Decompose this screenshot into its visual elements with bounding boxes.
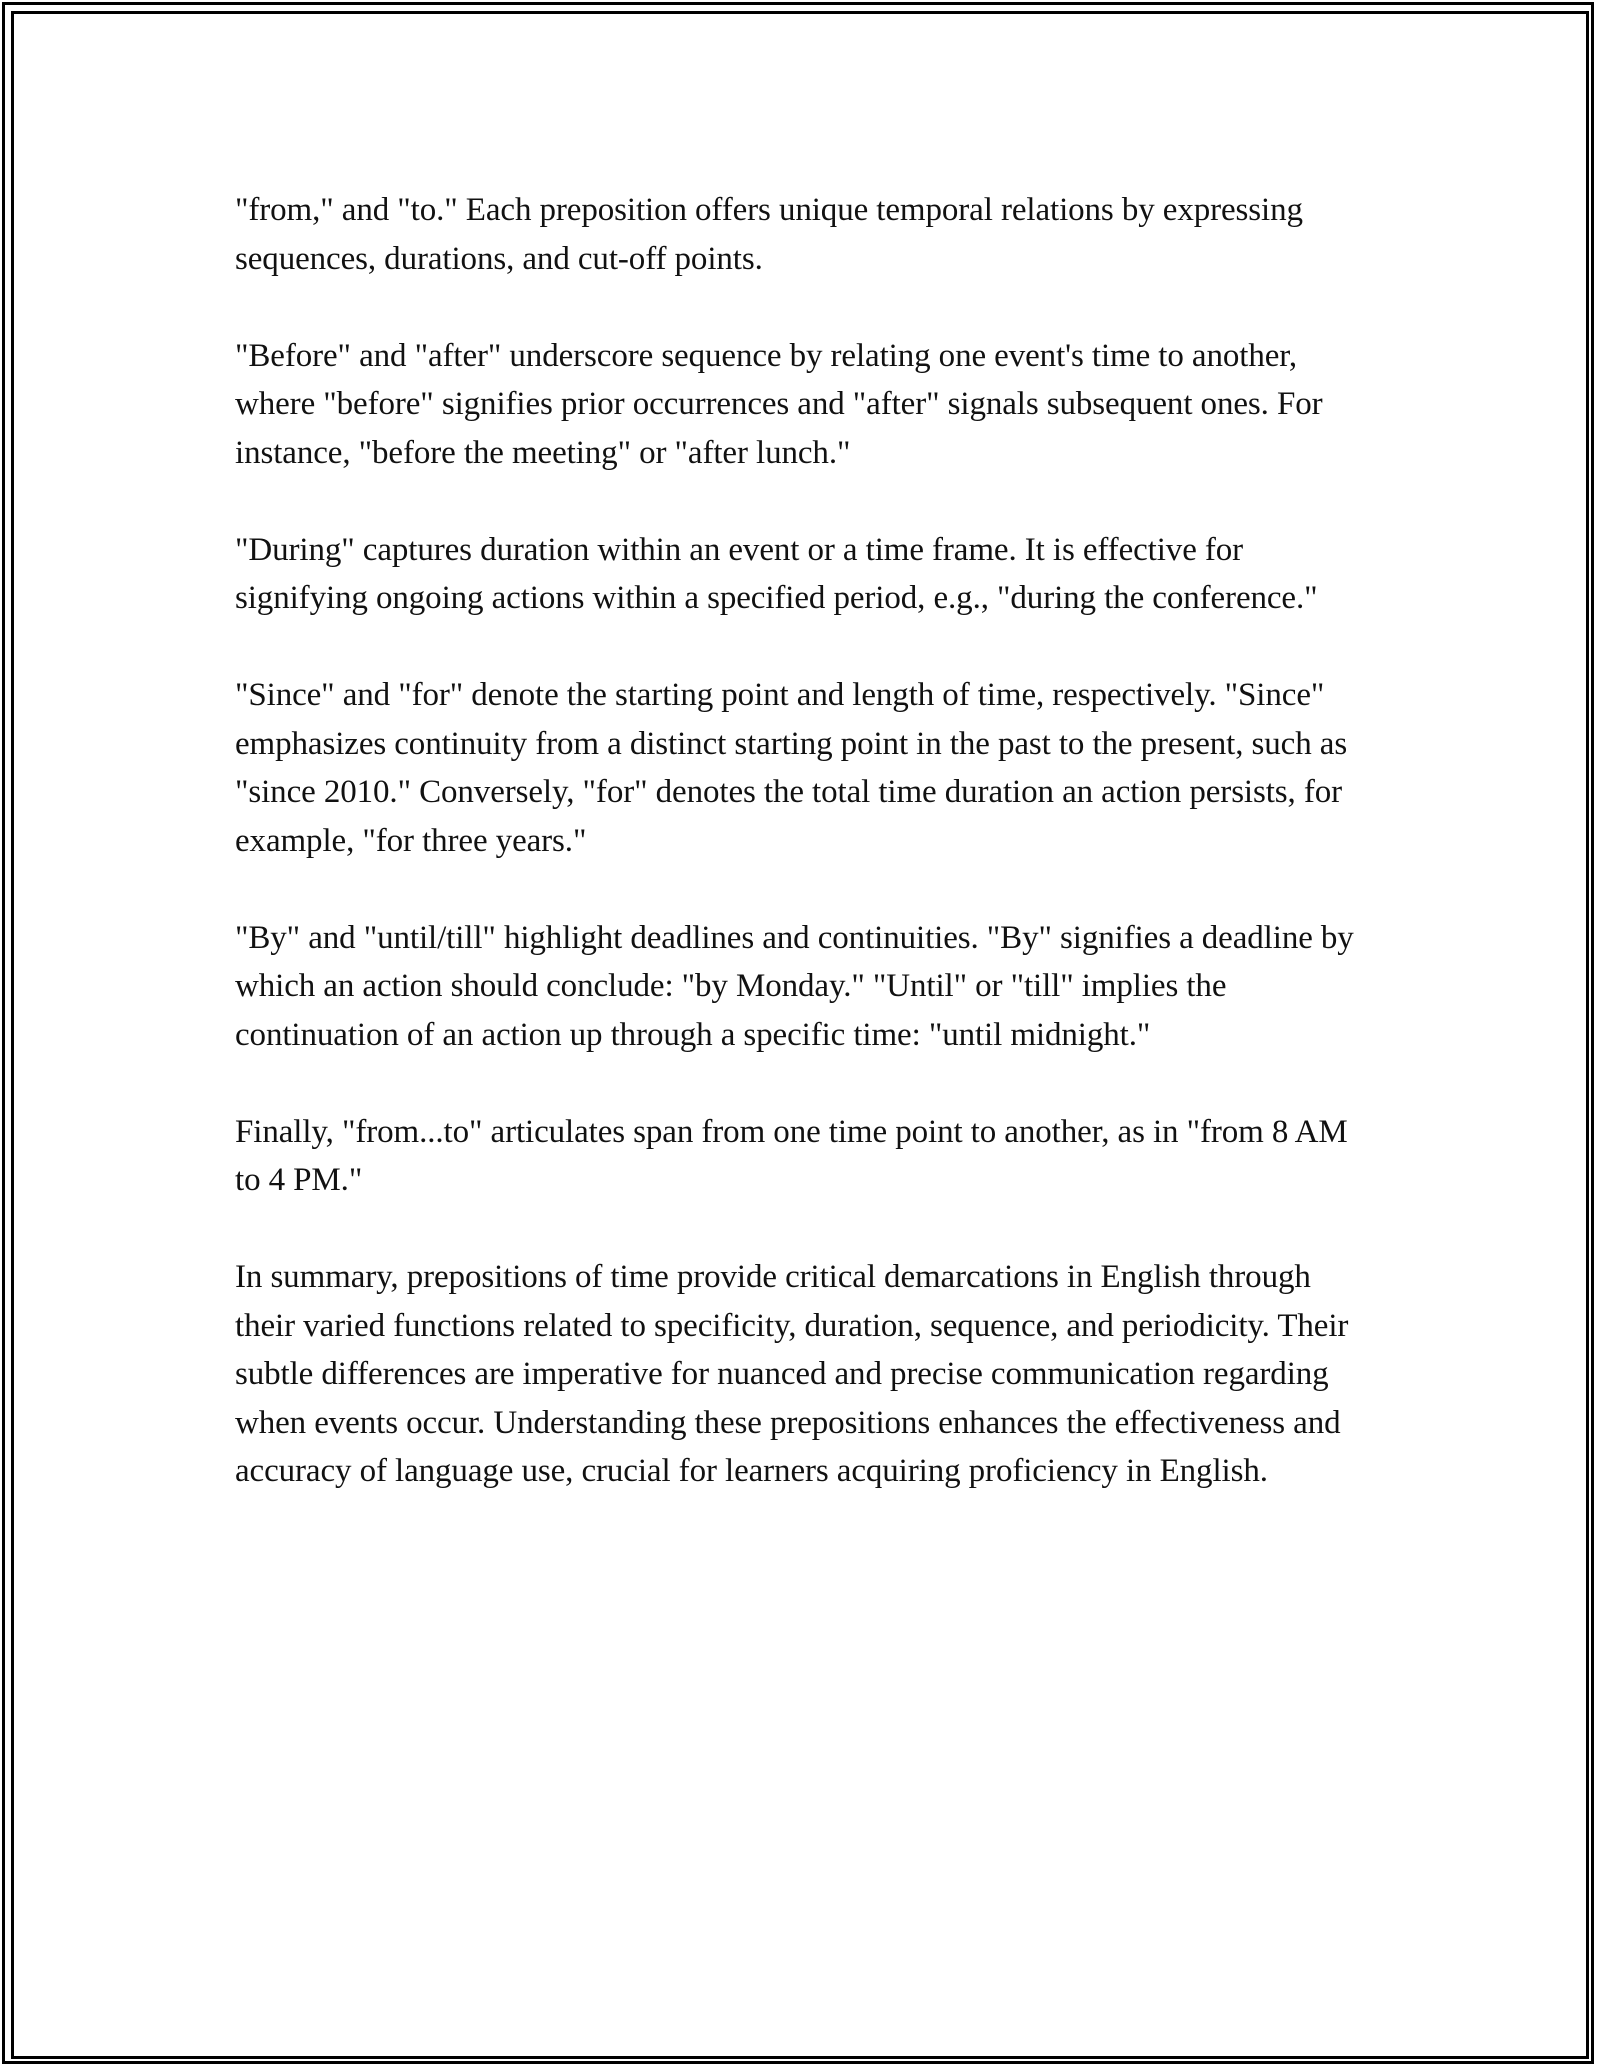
paragraph-since-for: "Since" and "for" denote the starting point and length of time, respectively. "Since" emphasizes continuity from a distinct starting point in the past to the present, such as "since 2010." Conversely, "for" denotes the total time duration an action persists, for example, "for three years." bbox=[235, 677, 1348, 859]
paragraph-by-until: "By" and "until/till" highlight deadlines and continuities. "By" signifies a deadline by which an action should conclude: "by Monday." "Until" or "till" implies the continuation of an action up through a specific time: "until midnight." bbox=[235, 919, 1354, 1053]
paragraph-from-to: Finally, "from...to" articulates span from one time point to another, as in "from 8 AM to 4 PM." bbox=[235, 1113, 1348, 1198]
paragraph-prepositions-intro: "from," and "to." Each preposition offers unique temporal relations by expressing sequences, durations, and cut-off points. bbox=[235, 192, 1303, 277]
paragraph-during: "During" captures duration within an event or a time frame. It is effective for signifying ongoing actions within a specified period, e.g., "during the conference." bbox=[235, 531, 1318, 616]
document-body bbox=[235, 186, 1375, 1496]
paragraph-before-after: "Before" and "after" underscore sequence by relating one event's time to another, where "before" signifies prior occurrences and "after" signals subsequent ones. For instance, "before the meeting" or "after lunch." bbox=[235, 337, 1323, 471]
paragraph-summary: In summary, prepositions of time provide critical demarcations in English through their varied functions related to specificity, duration, sequence, and periodicity. Their subtle differences are imperative for nuanced and precise communication regarding when events occur. Understanding these prepositions enhances the effectiveness and accuracy of language use, crucial for learners acquiring proficiency in English. bbox=[235, 1259, 1349, 1489]
